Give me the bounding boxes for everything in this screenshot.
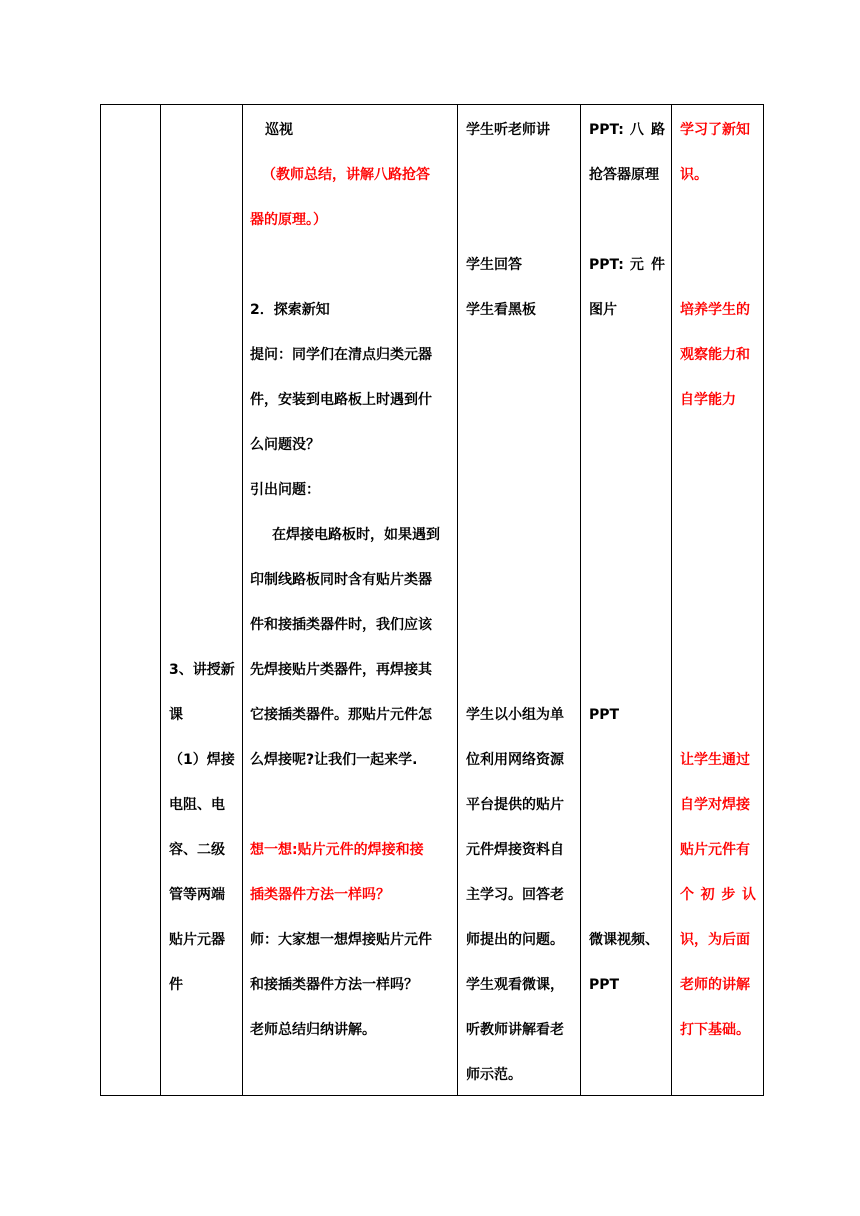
student-group-line: 平台提供的贴片 — [466, 797, 564, 813]
column-divider — [457, 104, 458, 1096]
student-group-line: 师提出的问题。 — [466, 932, 564, 948]
stage-line: 3、讲授新 — [169, 662, 235, 678]
student-group-line: 位利用网络资源 — [466, 752, 564, 768]
intent-line: 自学对焊接 — [680, 797, 750, 813]
lead-line: 先焊接贴片类器件，再焊接其 — [250, 662, 432, 678]
stage-line: 电阻、电 — [169, 797, 225, 813]
column-divider — [160, 104, 161, 1096]
intent-line: 培养学生的 — [680, 302, 750, 318]
media-line: PPT: 八 路 — [589, 122, 665, 138]
intent-line: 学习了新知 — [680, 122, 750, 138]
stage-line: 容、二级 — [169, 842, 225, 858]
teacher-summary-line: （教师总结，讲解八路抢答 — [262, 167, 430, 183]
intent-line: 让学生通过 — [680, 752, 750, 768]
media-line: PPT — [589, 707, 620, 723]
lead-title: 引出问题： — [250, 482, 320, 498]
media-line: 微课视频、 — [589, 932, 659, 948]
student-group-line: 主学习。回答老 — [466, 887, 564, 903]
student-line: 学生听老师讲 — [466, 122, 550, 138]
intent-line: 自学能力 — [680, 392, 736, 408]
intent-line: 识。 — [680, 167, 708, 183]
intent-line: 打下基础。 — [680, 1022, 750, 1038]
student-line: 学生看黑板 — [466, 302, 536, 318]
media-line: 图片 — [589, 302, 617, 318]
stage-line: （1）焊接 — [169, 752, 235, 768]
intent-line: 个 初 步 认 — [680, 887, 756, 903]
question-line: 么问题没？ — [250, 437, 320, 453]
stage-line: 管等两端 — [169, 887, 225, 903]
student-group-line: 元件焊接资料自 — [466, 842, 564, 858]
student-line: 学生回答 — [466, 257, 522, 273]
intent-line: 老师的讲解 — [680, 977, 750, 993]
stage-line: 件 — [169, 977, 183, 993]
intent-line: 观察能力和 — [680, 347, 750, 363]
column-divider — [671, 104, 672, 1096]
lead-line: 在焊接电路板时，如果遇到 — [272, 527, 440, 543]
student-group-line: 师示范。 — [466, 1067, 522, 1083]
lead-line: 它接插类器件。那贴片元件怎 — [250, 707, 432, 723]
teacher-question-line: 师：大家想一想焊接贴片元件 — [250, 932, 432, 948]
lead-line: 印制线路板同时含有贴片类器 — [250, 572, 432, 588]
stage-line: 课 — [169, 707, 183, 723]
lead-line: 件和接插类器件时，我们应该 — [250, 617, 432, 633]
student-group-line: 听教师讲解看老 — [466, 1022, 564, 1038]
section-title: 2．探索新知 — [250, 302, 330, 318]
column-divider — [580, 104, 581, 1096]
question-line: 件，安装到电路板上时遇到什 — [250, 392, 432, 408]
intent-line: 识，为后面 — [680, 932, 750, 948]
teacher-question-line: 和接插类器件方法一样吗？ — [250, 977, 418, 993]
intent-line: 贴片元件有 — [680, 842, 750, 858]
think-line: 想一想:贴片元件的焊接和接 — [250, 842, 424, 858]
media-line: 抢答器原理 — [589, 167, 659, 183]
think-line: 插类器件方法一样吗？ — [250, 887, 390, 903]
media-line: PPT — [589, 977, 620, 993]
teacher-summary: 老师总结归纳讲解。 — [250, 1022, 376, 1038]
teacher-summary-line: 器的原理。） — [250, 212, 327, 228]
student-group-line: 学生观看微课， — [466, 977, 564, 993]
student-group-line: 学生以小组为单 — [466, 707, 564, 723]
question-line: 提问：同学们在清点归类元器 — [250, 347, 432, 363]
lead-line: 么焊接呢?让我们一起来学. — [250, 752, 418, 768]
column-divider — [242, 104, 243, 1096]
stage-line: 贴片元器 — [169, 932, 225, 948]
teacher-line: 巡视 — [265, 122, 293, 138]
media-line: PPT: 元 件 — [589, 257, 665, 273]
